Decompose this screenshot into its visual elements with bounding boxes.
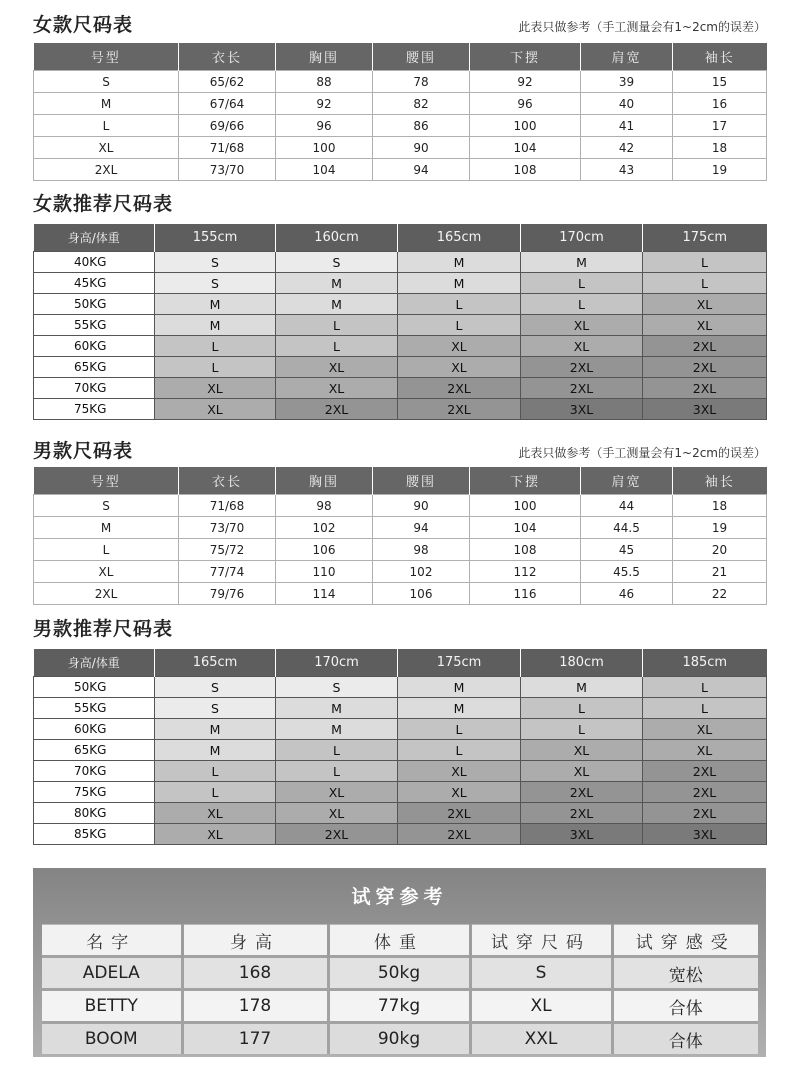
- table-cell: 90: [373, 137, 470, 159]
- table-row: [34, 824, 767, 845]
- size-cell: 2XL: [276, 824, 398, 845]
- height-header: 180cm: [521, 649, 643, 677]
- table-cell: 44: [581, 495, 673, 517]
- table-cell: 69/66: [179, 115, 276, 137]
- size-cell: M: [398, 677, 521, 698]
- table-cell: 98: [276, 495, 373, 517]
- table-cell: 86: [373, 115, 470, 137]
- size-cell: L: [398, 294, 521, 315]
- women-spec-table: [33, 43, 767, 181]
- column-header: 身高: [182, 925, 328, 957]
- height-header: 165cm: [398, 224, 521, 252]
- size-cell: 2XL: [643, 336, 767, 357]
- table-cell: 102: [276, 517, 373, 539]
- table-cell: 2XL: [34, 583, 179, 605]
- size-cell: L: [398, 740, 521, 761]
- table-cell: 18: [673, 495, 767, 517]
- size-cell: 2XL: [398, 378, 521, 399]
- table-cell: 17: [673, 115, 767, 137]
- size-cell: M: [276, 273, 398, 294]
- table-cell: 18: [673, 137, 767, 159]
- size-cell: L: [398, 719, 521, 740]
- column-header: 衣长: [179, 467, 276, 495]
- size-cell: XL: [521, 740, 643, 761]
- size-cell: M: [155, 719, 276, 740]
- size-cell: 2XL: [521, 782, 643, 803]
- table-cell: 106: [276, 539, 373, 561]
- height-header: 175cm: [643, 224, 767, 252]
- size-cell: L: [155, 357, 276, 378]
- table-cell: 78: [373, 71, 470, 93]
- women-rec-table: [33, 224, 767, 420]
- table-row: [34, 399, 767, 420]
- table-cell: 77kg: [328, 990, 470, 1023]
- table-row: [42, 990, 758, 1023]
- size-cell: XL: [398, 761, 521, 782]
- table-cell: 宽松: [612, 957, 758, 990]
- size-cell: XL: [643, 315, 767, 336]
- table-cell: 2XL: [34, 159, 179, 181]
- size-cell: XL: [155, 803, 276, 824]
- table-cell: 46: [581, 583, 673, 605]
- table-row: [34, 294, 767, 315]
- size-cell: 2XL: [643, 782, 767, 803]
- men-rec-title: 男款推荐尺码表: [33, 618, 174, 640]
- table-row: [34, 252, 767, 273]
- table-cell: ADELA: [42, 957, 182, 990]
- size-cell: 2XL: [643, 761, 767, 782]
- women-spec-note: 此表只做参考（手工测量会有1~2cm的误差）: [518, 20, 766, 34]
- table-cell: 82: [373, 93, 470, 115]
- size-cell: M: [155, 740, 276, 761]
- tryon-table: [42, 924, 758, 1054]
- size-cell: 3XL: [521, 399, 643, 420]
- table-cell: 77/74: [179, 561, 276, 583]
- table-row: [34, 378, 767, 399]
- size-cell: XL: [276, 803, 398, 824]
- table-cell: 98: [373, 539, 470, 561]
- corner-header: 身高/体重: [34, 224, 155, 252]
- table-cell: S: [470, 957, 612, 990]
- table-cell: 110: [276, 561, 373, 583]
- table-row: [34, 803, 767, 824]
- table-cell: 50kg: [328, 957, 470, 990]
- table-cell: 19: [673, 159, 767, 181]
- size-cell: S: [155, 273, 276, 294]
- size-cell: 2XL: [521, 803, 643, 824]
- size-cell: L: [155, 336, 276, 357]
- size-cell: XL: [643, 740, 767, 761]
- size-cell: XL: [276, 782, 398, 803]
- size-cell: M: [521, 252, 643, 273]
- table-cell: 20: [673, 539, 767, 561]
- table-row: [34, 357, 767, 378]
- table-cell: 79/76: [179, 583, 276, 605]
- weight-cell: 60KG: [34, 336, 155, 357]
- size-cell: M: [155, 315, 276, 336]
- table-cell: 73/70: [179, 159, 276, 181]
- column-header: 下摆: [470, 43, 581, 71]
- table-cell: 22: [673, 583, 767, 605]
- size-cell: L: [276, 336, 398, 357]
- table-cell: 178: [182, 990, 328, 1023]
- table-cell: 19: [673, 517, 767, 539]
- size-cell: 2XL: [398, 803, 521, 824]
- size-cell: 3XL: [643, 399, 767, 420]
- column-header: 体重: [328, 925, 470, 957]
- table-cell: 96: [276, 115, 373, 137]
- size-cell: XL: [398, 782, 521, 803]
- men-rec-table: [33, 649, 767, 845]
- weight-cell: 80KG: [34, 803, 155, 824]
- table-cell: 45: [581, 539, 673, 561]
- size-cell: L: [398, 315, 521, 336]
- table-cell: M: [34, 93, 179, 115]
- size-cell: M: [398, 698, 521, 719]
- table-cell: 合体: [612, 1023, 758, 1055]
- column-header: 下摆: [470, 467, 581, 495]
- size-cell: XL: [643, 294, 767, 315]
- column-header: 号型: [34, 467, 179, 495]
- weight-cell: 65KG: [34, 357, 155, 378]
- tryon-panel: [33, 868, 766, 1057]
- size-cell: M: [276, 719, 398, 740]
- table-cell: 177: [182, 1023, 328, 1055]
- size-cell: L: [155, 761, 276, 782]
- table-row: [34, 517, 767, 539]
- men-spec-header-row: [34, 467, 767, 495]
- size-cell: XL: [155, 399, 276, 420]
- column-header: 肩宽: [581, 467, 673, 495]
- column-header: 肩宽: [581, 43, 673, 71]
- table-cell: L: [34, 539, 179, 561]
- size-cell: L: [643, 698, 767, 719]
- height-header: 155cm: [155, 224, 276, 252]
- size-cell: 3XL: [643, 824, 767, 845]
- table-row: [34, 115, 767, 137]
- weight-cell: 40KG: [34, 252, 155, 273]
- weight-cell: 55KG: [34, 315, 155, 336]
- men-spec-note: 此表只做参考（手工测量会有1~2cm的误差）: [518, 446, 766, 460]
- table-cell: 104: [470, 517, 581, 539]
- size-cell: 2XL: [521, 357, 643, 378]
- table-cell: XXL: [470, 1023, 612, 1055]
- size-cell: XL: [521, 761, 643, 782]
- men-spec-title: 男款尺码表: [33, 440, 134, 462]
- table-row: [34, 719, 767, 740]
- size-cell: M: [521, 677, 643, 698]
- tryon-title: 试穿参考: [351, 886, 448, 908]
- size-cell: L: [276, 761, 398, 782]
- size-cell: 2XL: [643, 357, 767, 378]
- size-cell: S: [155, 252, 276, 273]
- table-cell: 90kg: [328, 1023, 470, 1055]
- table-cell: 92: [276, 93, 373, 115]
- column-header: 胸围: [276, 43, 373, 71]
- table-cell: 92: [470, 71, 581, 93]
- size-cell: L: [276, 315, 398, 336]
- table-row: [34, 159, 767, 181]
- size-cell: M: [155, 294, 276, 315]
- column-header: 名字: [42, 925, 182, 957]
- women-spec-header: [33, 10, 766, 38]
- weight-cell: 45KG: [34, 273, 155, 294]
- height-header: 185cm: [643, 649, 767, 677]
- size-cell: XL: [155, 378, 276, 399]
- size-cell: M: [276, 294, 398, 315]
- size-cell: S: [155, 698, 276, 719]
- women-spec-title: 女款尺码表: [33, 14, 134, 36]
- size-cell: 2XL: [521, 378, 643, 399]
- height-header: 160cm: [276, 224, 398, 252]
- size-cell: L: [521, 294, 643, 315]
- height-header: 175cm: [398, 649, 521, 677]
- size-cell: 2XL: [398, 824, 521, 845]
- table-row: [34, 137, 767, 159]
- table-cell: S: [34, 495, 179, 517]
- table-row: [34, 782, 767, 803]
- size-cell: XL: [398, 357, 521, 378]
- table-cell: 108: [470, 539, 581, 561]
- height-header: 165cm: [155, 649, 276, 677]
- men-spec-table: [33, 467, 767, 605]
- table-row: [42, 1023, 758, 1055]
- table-cell: 合体: [612, 990, 758, 1023]
- table-row: [34, 539, 767, 561]
- table-row: [42, 957, 758, 990]
- table-cell: 112: [470, 561, 581, 583]
- table-row: [34, 336, 767, 357]
- table-cell: 44.5: [581, 517, 673, 539]
- size-cell: 2XL: [643, 803, 767, 824]
- table-cell: 71/68: [179, 495, 276, 517]
- size-cell: XL: [643, 719, 767, 740]
- table-cell: 16: [673, 93, 767, 115]
- men-spec-header: [33, 436, 766, 464]
- table-cell: 15: [673, 71, 767, 93]
- table-cell: 100: [470, 115, 581, 137]
- table-cell: 73/70: [179, 517, 276, 539]
- size-cell: L: [276, 740, 398, 761]
- weight-cell: 60KG: [34, 719, 155, 740]
- column-header: 袖长: [673, 43, 767, 71]
- weight-cell: 75KG: [34, 782, 155, 803]
- table-cell: 40: [581, 93, 673, 115]
- table-row: [34, 495, 767, 517]
- table-cell: BETTY: [42, 990, 182, 1023]
- height-header: 170cm: [276, 649, 398, 677]
- size-cell: L: [521, 719, 643, 740]
- column-header: 衣长: [179, 43, 276, 71]
- table-cell: 88: [276, 71, 373, 93]
- table-row: [34, 583, 767, 605]
- table-cell: 116: [470, 583, 581, 605]
- table-cell: 104: [470, 137, 581, 159]
- women-spec-header-row: [34, 43, 767, 71]
- table-cell: S: [34, 71, 179, 93]
- table-cell: M: [34, 517, 179, 539]
- table-row: [34, 677, 767, 698]
- table-row: [34, 71, 767, 93]
- table-cell: 108: [470, 159, 581, 181]
- column-header: 号型: [34, 43, 179, 71]
- size-cell: S: [276, 677, 398, 698]
- table-cell: 100: [276, 137, 373, 159]
- table-cell: 39: [581, 71, 673, 93]
- size-cell: S: [276, 252, 398, 273]
- column-header: 腰围: [373, 43, 470, 71]
- size-cell: L: [643, 273, 767, 294]
- column-header: 试穿尺码: [470, 925, 612, 957]
- size-cell: 2XL: [643, 378, 767, 399]
- size-cell: L: [643, 252, 767, 273]
- table-cell: 90: [373, 495, 470, 517]
- weight-cell: 70KG: [34, 378, 155, 399]
- table-cell: 96: [470, 93, 581, 115]
- table-cell: 94: [373, 159, 470, 181]
- size-cell: XL: [276, 357, 398, 378]
- table-cell: 100: [470, 495, 581, 517]
- size-cell: 2XL: [276, 399, 398, 420]
- table-cell: XL: [34, 137, 179, 159]
- men-rec-header-row: [34, 649, 767, 677]
- women-rec-header-row: [34, 224, 767, 252]
- weight-cell: 85KG: [34, 824, 155, 845]
- size-cell: XL: [155, 824, 276, 845]
- men-rec-header: [33, 614, 766, 642]
- table-row: [34, 698, 767, 719]
- size-cell: S: [155, 677, 276, 698]
- table-cell: 42: [581, 137, 673, 159]
- table-cell: 94: [373, 517, 470, 539]
- table-cell: 45.5: [581, 561, 673, 583]
- table-row: [34, 273, 767, 294]
- table-cell: BOOM: [42, 1023, 182, 1055]
- table-cell: 104: [276, 159, 373, 181]
- weight-cell: 65KG: [34, 740, 155, 761]
- column-header: 袖长: [673, 467, 767, 495]
- size-cell: XL: [398, 336, 521, 357]
- table-cell: L: [34, 115, 179, 137]
- size-cell: XL: [521, 336, 643, 357]
- table-row: [34, 761, 767, 782]
- table-cell: 102: [373, 561, 470, 583]
- size-cell: L: [521, 273, 643, 294]
- size-cell: L: [521, 698, 643, 719]
- weight-cell: 55KG: [34, 698, 155, 719]
- size-cell: XL: [521, 315, 643, 336]
- table-row: [34, 740, 767, 761]
- height-header: 170cm: [521, 224, 643, 252]
- table-row: [34, 315, 767, 336]
- size-cell: XL: [276, 378, 398, 399]
- size-cell: M: [398, 252, 521, 273]
- table-cell: 71/68: [179, 137, 276, 159]
- table-cell: 114: [276, 583, 373, 605]
- table-row: [34, 93, 767, 115]
- table-row: [34, 561, 767, 583]
- women-rec-header: [33, 189, 766, 217]
- table-cell: 67/64: [179, 93, 276, 115]
- column-header: 腰围: [373, 467, 470, 495]
- size-cell: 3XL: [521, 824, 643, 845]
- size-cell: L: [643, 677, 767, 698]
- tryon-header-row: [42, 925, 758, 957]
- table-cell: 65/62: [179, 71, 276, 93]
- table-cell: 75/72: [179, 539, 276, 561]
- weight-cell: 70KG: [34, 761, 155, 782]
- size-cell: L: [155, 782, 276, 803]
- column-header: 胸围: [276, 467, 373, 495]
- table-cell: 21: [673, 561, 767, 583]
- weight-cell: 50KG: [34, 294, 155, 315]
- column-header: 试穿感受: [612, 925, 758, 957]
- table-cell: XL: [470, 990, 612, 1023]
- size-cell: M: [276, 698, 398, 719]
- table-cell: 43: [581, 159, 673, 181]
- table-cell: 106: [373, 583, 470, 605]
- table-cell: XL: [34, 561, 179, 583]
- weight-cell: 75KG: [34, 399, 155, 420]
- weight-cell: 50KG: [34, 677, 155, 698]
- table-cell: 168: [182, 957, 328, 990]
- table-cell: 41: [581, 115, 673, 137]
- corner-header: 身高/体重: [34, 649, 155, 677]
- size-cell: M: [398, 273, 521, 294]
- women-rec-title: 女款推荐尺码表: [33, 193, 174, 215]
- size-cell: 2XL: [398, 399, 521, 420]
